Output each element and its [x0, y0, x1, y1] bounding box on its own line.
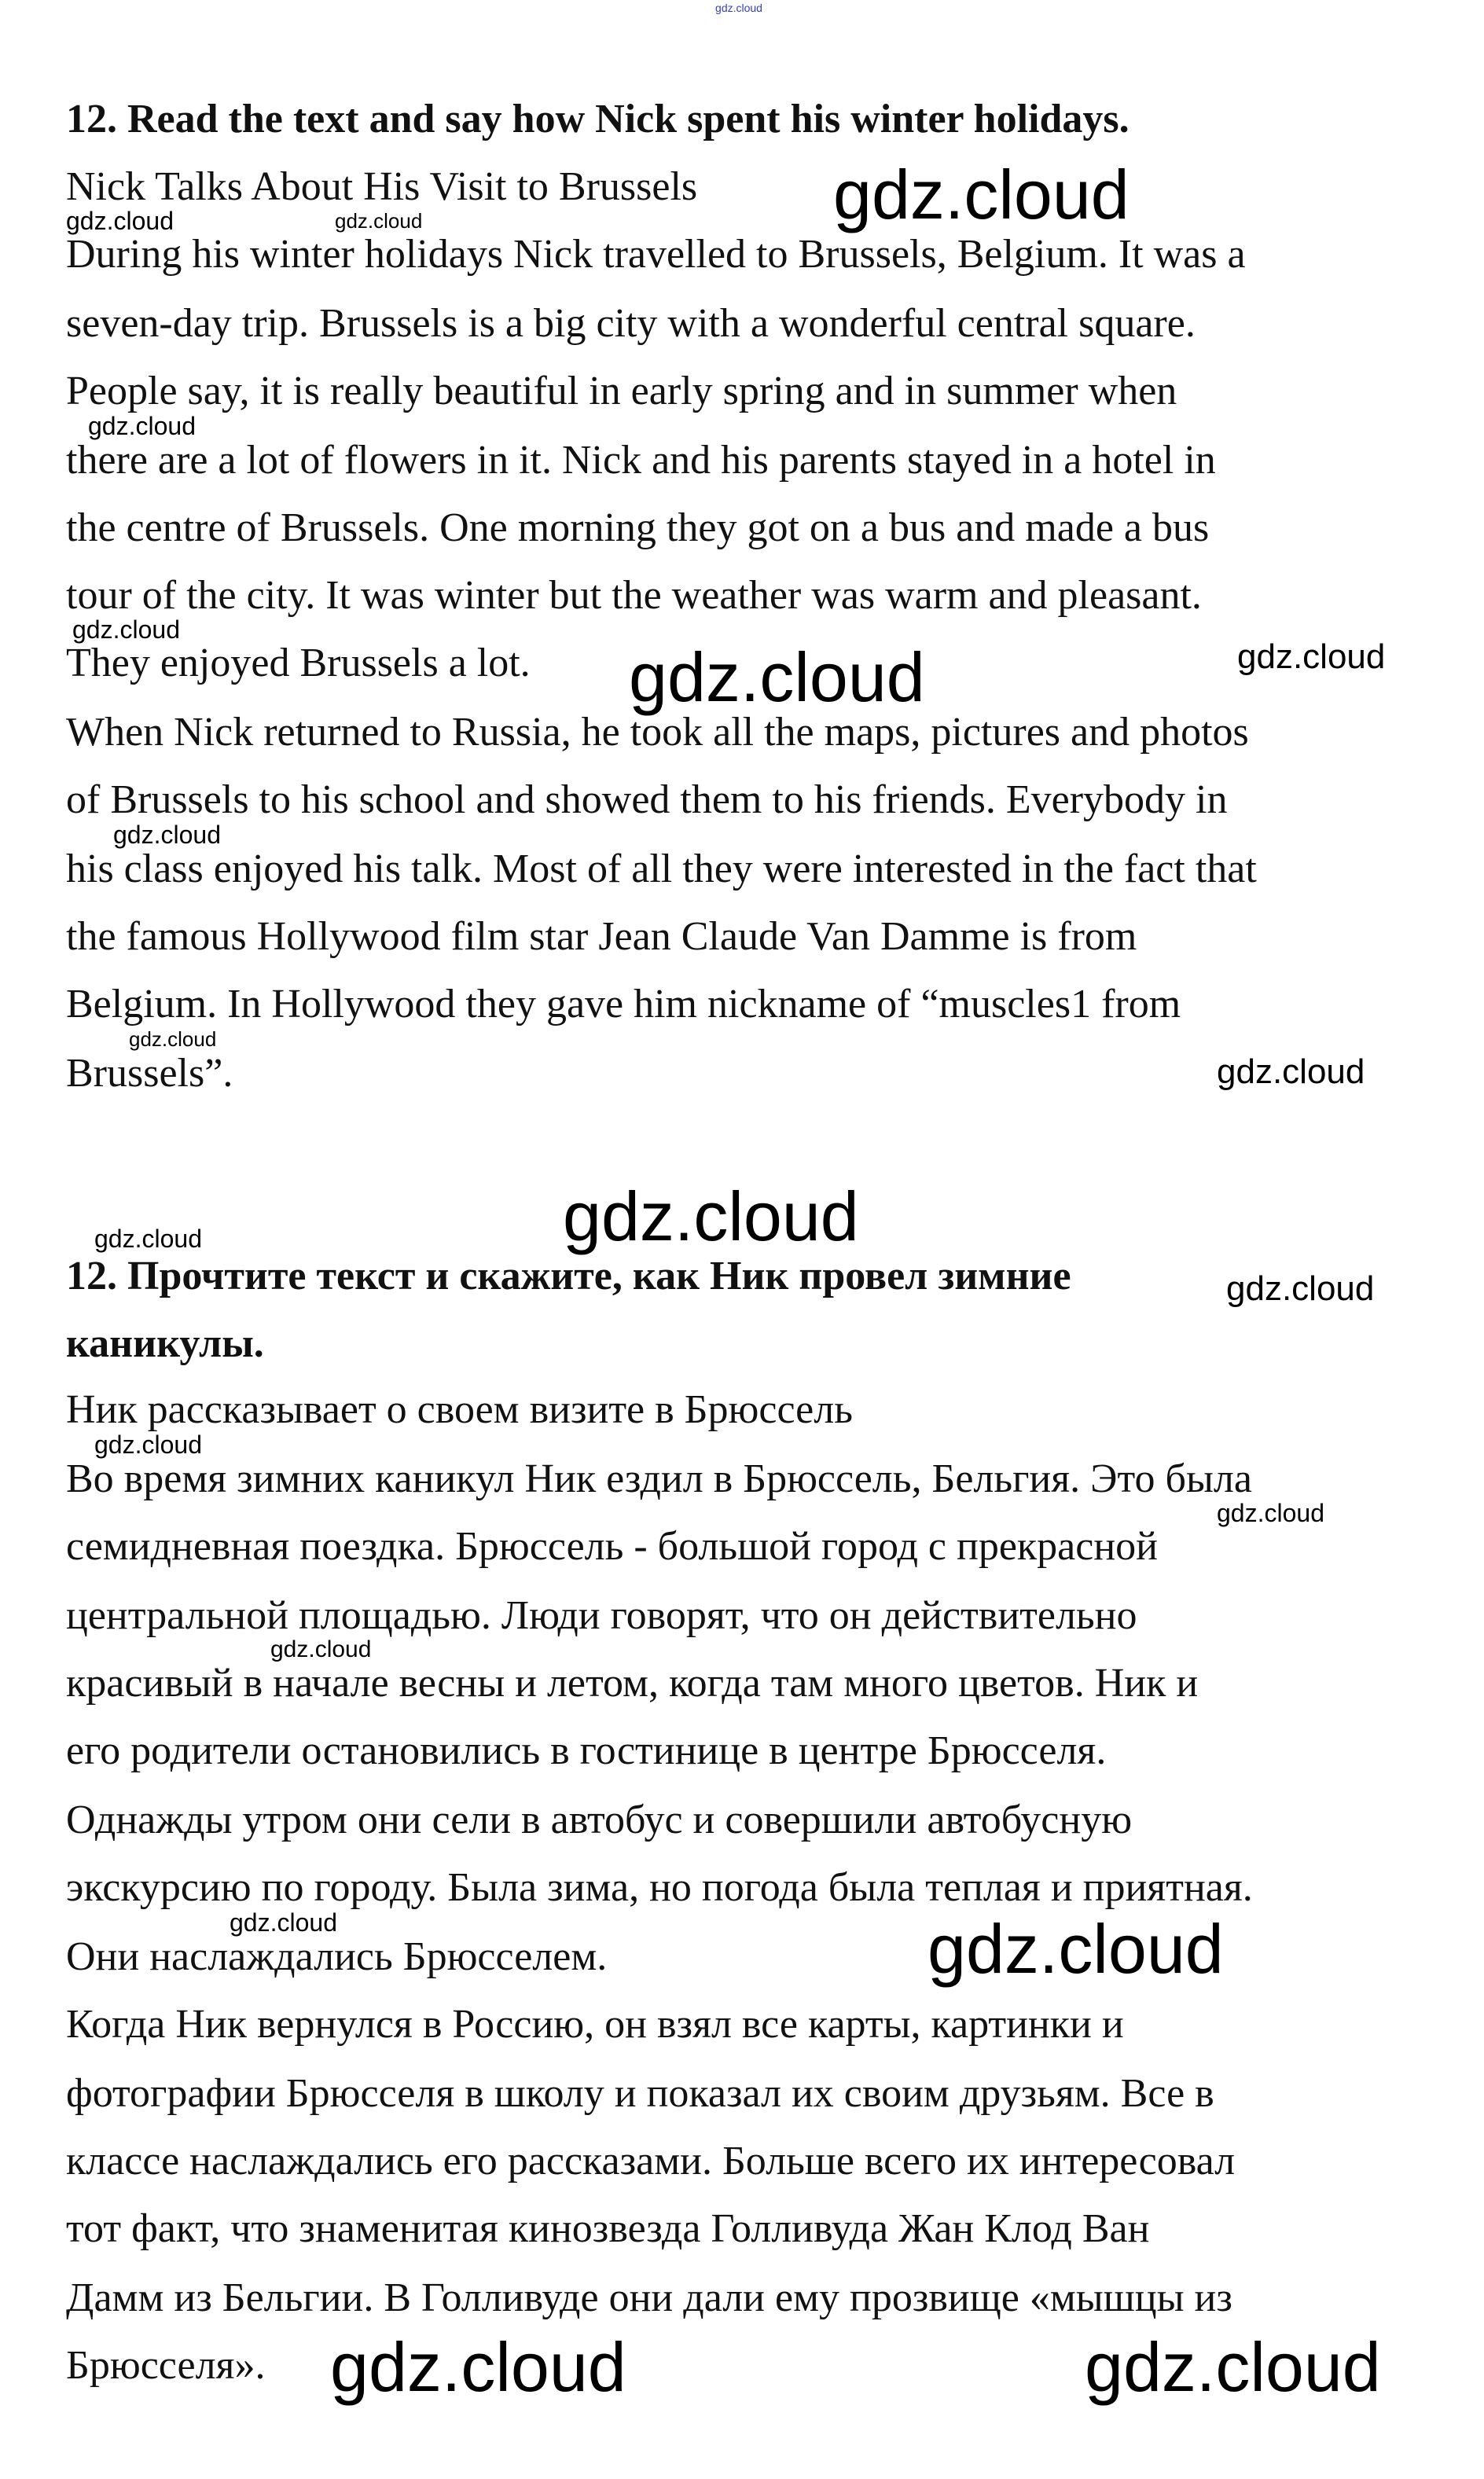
text-line: seven-day trip. Brussels is a big city with a wonderful central square. — [66, 301, 1196, 346]
text-line: семидневная поездка. Брюссель - большой город с прекрасной — [66, 1524, 1158, 1569]
text-line: Во время зимних каникул Ник ездил в Брюссель, Бельгия. Это была — [66, 1456, 1252, 1501]
text-line: Они наслаждались Брюсселем. — [66, 1934, 608, 1979]
watermark: gdz.cloud — [715, 2, 762, 14]
text-line: центральной площадью. Люди говорят, что он действительно — [66, 1593, 1137, 1638]
watermark: gdz.cloud — [94, 1225, 202, 1253]
watermark: gdz.cloud — [66, 207, 174, 235]
text-title-en: Nick Talks About His Visit to Brussels — [66, 164, 698, 209]
text-line: классе наслаждались его рассказами. Больше всего их интересовал — [66, 2139, 1236, 2183]
watermark: gdz.cloud — [113, 821, 221, 849]
watermark: gdz.cloud — [1226, 1269, 1375, 1308]
watermark: gdz.cloud — [833, 156, 1130, 233]
text-line: Однажды утром они сели в автобус и совершили автобусную — [66, 1798, 1133, 1842]
watermark: gdz.cloud — [1237, 637, 1386, 676]
exercise-heading-en: 12. Read the text and say how Nick spent his winter holidays. — [66, 97, 1130, 141]
text-line: Когда Ник вернулся в Россию, он взял все карты, картинки и — [66, 2002, 1124, 2047]
text-line: тот факт, что знаменитая кинозвезда Голливуда Жан Клод Ван — [66, 2206, 1150, 2251]
watermark: gdz.cloud — [270, 1636, 372, 1662]
watermark: gdz.cloud — [72, 615, 180, 644]
text-title-ru: Ник рассказывает о своем визите в Брюссель — [66, 1387, 853, 1432]
text-line: the centre of Brussels. One morning they got on a bus and made a bus — [66, 505, 1210, 550]
text-line: экскурсию по городу. Была зима, но погода была теплая и приятная. — [66, 1865, 1253, 1910]
watermark: gdz.cloud — [230, 1908, 337, 1937]
text-line: When Nick returned to Russia, he took all the maps, pictures and photos — [66, 710, 1249, 755]
text-line: Brussels”. — [66, 1051, 233, 1096]
text-line: there are a lot of flowers in it. Nick and his parents stayed in a hotel in — [66, 438, 1216, 483]
watermark: gdz.cloud — [129, 1027, 217, 1051]
text-line: of Brussels to his school and showed them to his friends. Everybody in — [66, 777, 1228, 822]
exercise-heading-ru-cont: каникулы. — [66, 1321, 264, 1366]
watermark: gdz.cloud — [330, 2328, 626, 2406]
text-line: his class enjoyed his talk. Most of all they were interested in the fact that — [66, 847, 1257, 891]
text-line: Belgium. In Hollywood they gave him nickname of “muscles1 from — [66, 982, 1181, 1026]
exercise-heading-ru: 12. Прочтите текст и скажите, как Ник провел зимние — [66, 1254, 1071, 1298]
text-line: They enjoyed Brussels a lot. — [66, 641, 531, 685]
text-line: During his winter holidays Nick travelled to Brussels, Belgium. It was a — [66, 232, 1246, 277]
watermark: gdz.cloud — [629, 638, 925, 716]
watermark: gdz.cloud — [1217, 1052, 1365, 1091]
watermark: gdz.cloud — [563, 1177, 859, 1255]
text-line: People say, it is really beautiful in early spring and in summer when — [66, 369, 1177, 413]
text-line: tour of the city. It was winter but the weather was warm and pleasant. — [66, 573, 1202, 618]
text-line: фотографии Брюсселя в школу и показал их своим друзьям. Все в — [66, 2071, 1214, 2116]
watermark: gdz.cloud — [1085, 2328, 1381, 2406]
text-line: его родители остановились в гостинице в центре Брюсселя. — [66, 1728, 1107, 1773]
text-line: Дамм из Бельгии. В Голливуде они дали ему прозвище «мышцы из — [66, 2275, 1232, 2320]
text-line: the famous Hollywood film star Jean Claude Van Damme is from — [66, 914, 1137, 959]
watermark: gdz.cloud — [88, 412, 196, 440]
watermark: gdz.cloud — [1217, 1499, 1324, 1527]
watermark: gdz.cloud — [335, 209, 423, 233]
text-line: красивый в начале весны и летом, когда там много цветов. Ник и — [66, 1661, 1199, 1706]
text-line: Брюсселя». — [66, 2343, 266, 2388]
watermark: gdz.cloud — [928, 1910, 1224, 1988]
watermark: gdz.cloud — [94, 1430, 202, 1459]
